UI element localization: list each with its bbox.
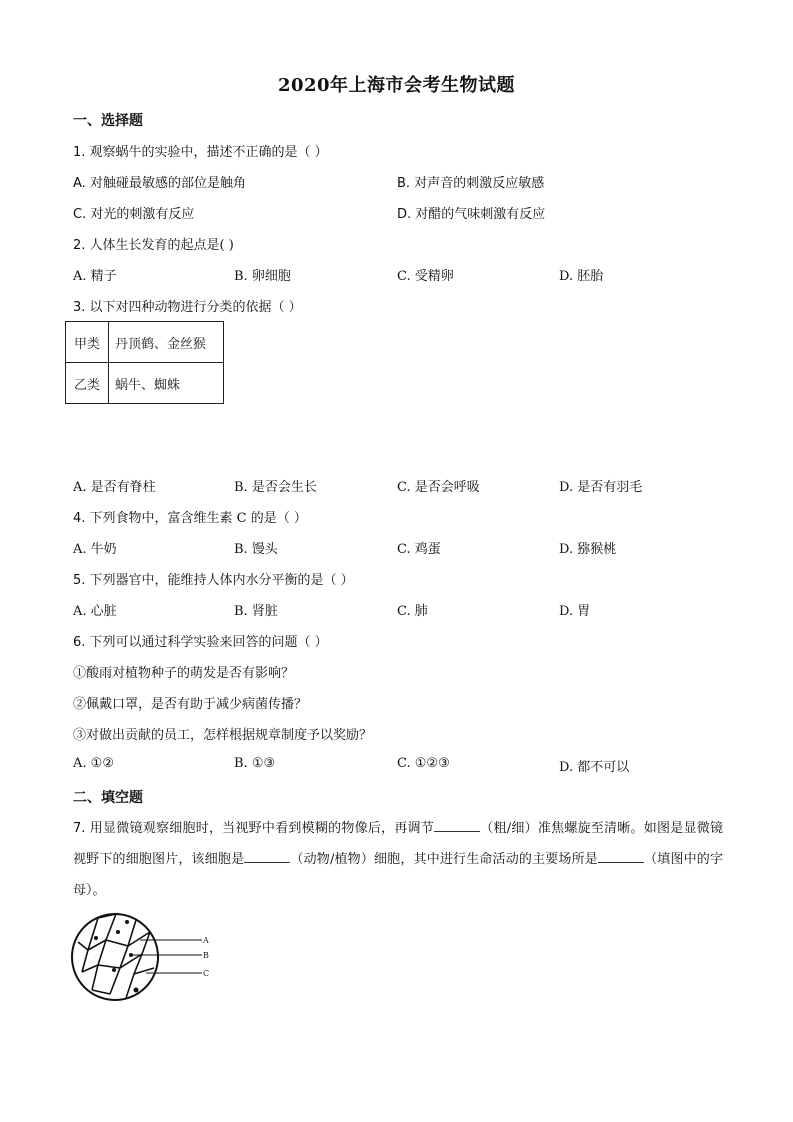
option-letter: D. — [559, 269, 574, 284]
option-letter: C. — [397, 604, 411, 619]
q2-option-c[interactable] — [397, 265, 454, 284]
option-letter: D. — [559, 542, 574, 557]
option-letter: B. — [234, 269, 248, 284]
option-letter: C. — [397, 480, 411, 495]
option-letter: C. — [397, 756, 411, 771]
option-text: 胃 — [577, 604, 591, 619]
option-text: 是否有羽毛 — [577, 480, 643, 495]
plant-cell-diagram-icon — [70, 910, 220, 1005]
option-letter: A. — [73, 480, 87, 495]
q6-option-c[interactable] — [397, 756, 450, 771]
q1-option-a[interactable] — [73, 172, 246, 191]
option-text: 对光的刺激有反应 — [90, 207, 195, 222]
option-letter: D. — [559, 760, 574, 775]
question-5 — [73, 569, 354, 588]
option-letter: B. — [397, 176, 411, 191]
question-stem: 下列可以通过科学实验来回答的问题（ ） — [89, 635, 328, 650]
question-6 — [73, 631, 328, 650]
option-letter: B. — [234, 604, 248, 619]
label-b: B — [203, 951, 209, 960]
q1-option-c[interactable] — [73, 203, 194, 222]
question-3 — [73, 296, 302, 315]
question-stem: 人体生长发育的起点是( ) — [89, 238, 234, 253]
question-stem: 观察蜗牛的实验中，描述不正确的是（ ） — [89, 145, 328, 160]
q1-option-d[interactable] — [397, 203, 545, 222]
question-text-part: （填图中的字母）。 — [73, 852, 723, 898]
category-cell: 甲类 — [66, 322, 109, 363]
option-letter: A. — [73, 269, 87, 284]
option-letter: C. — [397, 542, 411, 557]
q6-option-b[interactable] — [234, 756, 275, 771]
q6-item-3: ③对做出贡献的员工，怎样根据规章制度予以奖励？ — [73, 728, 373, 743]
question-number: 5. — [73, 573, 86, 588]
option-letter: A. — [73, 542, 87, 557]
table-row — [66, 322, 224, 363]
option-letter: C. — [73, 207, 87, 222]
option-text: 肾脏 — [251, 604, 278, 619]
question-text-part: （动物/植物）细胞，其中进行生命活动的主要场所是 — [290, 852, 598, 867]
q4-option-d[interactable] — [559, 538, 616, 557]
option-text: 对触碰最敏感的部位是触角 — [89, 176, 246, 191]
q5-option-c[interactable] — [397, 600, 428, 619]
option-text: 卵细胞 — [251, 269, 291, 284]
section-heading-choice: 一、选择题 — [73, 113, 143, 129]
question-2 — [73, 234, 234, 253]
cell-microscope-figure — [70, 910, 220, 1005]
option-text: 心脏 — [90, 604, 117, 619]
option-text: ①②③ — [414, 756, 450, 771]
question-number: 1. — [73, 145, 86, 160]
option-letter: D. — [559, 480, 574, 495]
question-stem: 下列器官中，能维持人体内水分平衡的是（ ） — [89, 573, 354, 588]
answer-blank-2[interactable] — [244, 850, 290, 863]
question-stem: 下列食物中，富含维生素 C 的是（ ） — [89, 511, 307, 526]
option-text: 精子 — [90, 269, 117, 284]
question-number: 2. — [73, 238, 86, 253]
option-text: 是否有脊柱 — [90, 480, 156, 495]
option-letter: B. — [234, 480, 248, 495]
answer-blank-1[interactable] — [434, 819, 480, 832]
label-c: C — [203, 969, 210, 978]
option-text: 对醋的气味刺激有反应 — [415, 207, 546, 222]
q6-item-2: ②佩戴口罩，是否有助于减少病菌传播？ — [73, 697, 308, 712]
question-number: 7. — [73, 821, 86, 836]
option-text: 猕猴桃 — [577, 542, 617, 557]
q4-option-a[interactable] — [73, 538, 117, 557]
q6-option-a[interactable] — [73, 756, 114, 771]
option-text: 胚胎 — [577, 269, 604, 284]
option-letter: D. — [397, 207, 412, 222]
q5-option-b[interactable] — [234, 600, 278, 619]
q3-option-c[interactable] — [397, 476, 480, 495]
option-text: 牛奶 — [90, 542, 117, 557]
q2-option-a[interactable] — [73, 265, 117, 284]
question-text-part: （粗/细）准焦螺旋至清晰。如图是显微镜视野下的细胞图片，该细胞是 — [73, 821, 723, 867]
option-text: 馒头 — [251, 542, 278, 557]
q6-option-d[interactable] — [559, 756, 629, 775]
q5-option-d[interactable] — [559, 600, 590, 619]
table-row — [66, 363, 224, 404]
question-number: 3. — [73, 300, 86, 315]
q2-option-b[interactable] — [234, 265, 291, 284]
option-text: ①③ — [251, 756, 276, 771]
option-text: 对声音的刺激反应敏感 — [414, 176, 545, 191]
option-text: 是否会呼吸 — [414, 480, 480, 495]
option-text: 是否会生长 — [251, 480, 317, 495]
classification-table — [65, 321, 224, 404]
q3-option-b[interactable] — [234, 476, 317, 495]
option-text: 都不可以 — [577, 760, 630, 775]
question-text-part: 用显微镜观察细胞时，当视野中看到模糊的物像后，再调节 — [89, 821, 435, 836]
q3-option-d[interactable] — [559, 476, 642, 495]
option-letter: D. — [559, 604, 574, 619]
animals-cell: 丹顶鹤、金丝猴 — [109, 322, 224, 363]
page-title: 2020年上海市会考生物试题 — [277, 75, 516, 96]
option-letter: A. — [73, 176, 86, 191]
animals-cell: 蜗牛、蜘蛛 — [109, 363, 224, 404]
option-text: 肺 — [414, 604, 428, 619]
section-heading-fill-blank: 二、填空题 — [73, 790, 143, 806]
option-letter: B. — [234, 542, 248, 557]
option-letter: B. — [234, 756, 248, 771]
option-text: 鸡蛋 — [414, 542, 441, 557]
question-7 — [73, 813, 723, 906]
q1-option-b[interactable] — [397, 172, 544, 191]
question-1 — [73, 141, 328, 160]
question-number: 6. — [73, 635, 86, 650]
question-stem: 以下对四种动物进行分类的依据（ ） — [89, 300, 302, 315]
q4-option-c[interactable] — [397, 538, 441, 557]
option-letter: C. — [397, 269, 411, 284]
option-text: 受精卵 — [414, 269, 454, 284]
q6-item-1: ①酸雨对植物种子的萌发是否有影响？ — [73, 666, 295, 681]
category-cell: 乙类 — [66, 363, 109, 404]
answer-blank-3[interactable] — [598, 850, 644, 863]
option-text: ①② — [90, 756, 114, 771]
label-a: A — [203, 936, 209, 945]
q5-option-a[interactable] — [73, 600, 117, 619]
option-letter: A. — [73, 756, 87, 771]
option-letter: A. — [73, 604, 87, 619]
question-number: 4. — [73, 511, 86, 526]
q4-option-b[interactable] — [234, 538, 278, 557]
question-4 — [73, 507, 307, 526]
q2-option-d[interactable] — [559, 265, 603, 284]
q3-option-a[interactable] — [73, 476, 156, 495]
